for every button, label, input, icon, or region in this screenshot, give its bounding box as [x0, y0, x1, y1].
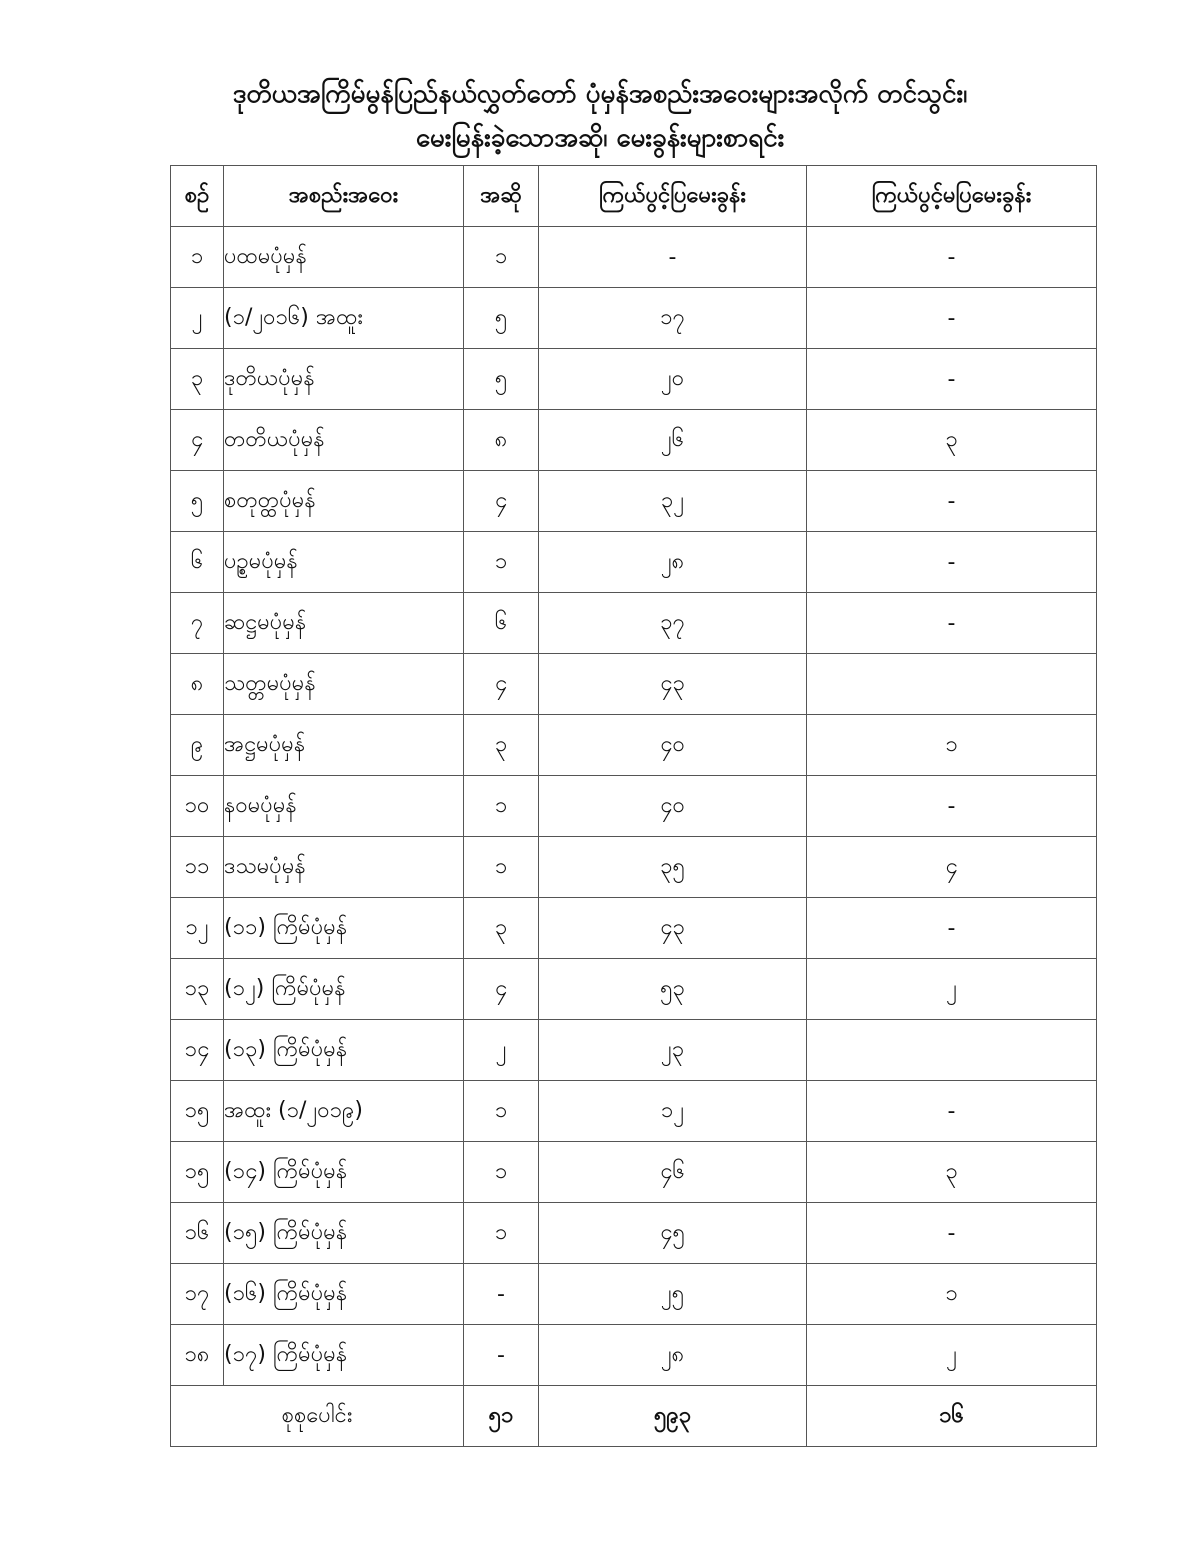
cell-answered: ၃၅	[539, 837, 807, 898]
cell-answered: ၂၀	[539, 349, 807, 410]
cell-unanswered: ၄	[807, 837, 1097, 898]
table-row	[171, 471, 1097, 532]
report-table	[170, 165, 1097, 1447]
cell-motions: ၄	[464, 471, 539, 532]
cell-unanswered: -	[807, 1081, 1097, 1142]
table-row	[171, 837, 1097, 898]
cell-no: ၁၅	[171, 1142, 224, 1203]
cell-unanswered	[807, 1020, 1097, 1081]
cell-no: ၇	[171, 593, 224, 654]
cell-motions: ၄	[464, 959, 539, 1020]
cell-session: နဝမပုံမှန်	[224, 776, 464, 837]
total-unanswered: ၁၆	[807, 1386, 1097, 1447]
cell-motions: ၁	[464, 1203, 539, 1264]
cell-session: (၁၃) ကြိမ်ပုံမှန်	[224, 1020, 464, 1081]
cell-unanswered: -	[807, 1203, 1097, 1264]
table-row	[171, 1142, 1097, 1203]
cell-session: ဒုတိယပုံမှန်	[224, 349, 464, 410]
cell-motions: ၃	[464, 715, 539, 776]
table-row	[171, 1203, 1097, 1264]
cell-motions: ၅	[464, 349, 539, 410]
cell-motions: ၁	[464, 776, 539, 837]
table-row	[171, 898, 1097, 959]
table-row	[171, 654, 1097, 715]
title-line-2: မေးမြန်းခဲ့သောအဆို၊ မေးခွန်းများစာရင်း	[415, 123, 785, 153]
cell-no: ၁၃	[171, 959, 224, 1020]
cell-motions: ၁	[464, 1081, 539, 1142]
cell-no: ၁၀	[171, 776, 224, 837]
cell-session: (၁၇) ကြိမ်ပုံမှန်	[224, 1325, 464, 1386]
cell-motions: ၈	[464, 410, 539, 471]
cell-answered: ၄၅	[539, 1203, 807, 1264]
table-row	[171, 288, 1097, 349]
cell-session: အထူး (၁/၂၀၁၉)	[224, 1081, 464, 1142]
cell-answered: ၂၆	[539, 410, 807, 471]
cell-motions: ၁	[464, 532, 539, 593]
cell-unanswered: -	[807, 776, 1097, 837]
cell-motions: -	[464, 1325, 539, 1386]
cell-unanswered: -	[807, 898, 1097, 959]
cell-motions: ၃	[464, 898, 539, 959]
table-row	[171, 959, 1097, 1020]
table-row	[171, 1020, 1097, 1081]
table-body	[171, 227, 1097, 1447]
cell-answered: ၄၀	[539, 715, 807, 776]
cell-no: ၄	[171, 410, 224, 471]
header-motions: အဆို	[464, 166, 539, 227]
cell-no: ၁၄	[171, 1020, 224, 1081]
cell-unanswered: -	[807, 532, 1097, 593]
cell-unanswered: ၂	[807, 1325, 1097, 1386]
cell-session: (၁၆) ကြိမ်ပုံမှန်	[224, 1264, 464, 1325]
cell-no: ၁၁	[171, 837, 224, 898]
cell-unanswered: -	[807, 471, 1097, 532]
cell-no: ၁၇	[171, 1264, 224, 1325]
table-row	[171, 1081, 1097, 1142]
cell-answered: ၄၆	[539, 1142, 807, 1203]
cell-answered: ၂၅	[539, 1264, 807, 1325]
cell-unanswered: ၁	[807, 1264, 1097, 1325]
cell-no: ၉	[171, 715, 224, 776]
cell-unanswered: -	[807, 288, 1097, 349]
table-row	[171, 776, 1097, 837]
cell-session: (၁၅) ကြိမ်ပုံမှန်	[224, 1203, 464, 1264]
cell-session: (၁/၂၀၁၆) အထူး	[224, 288, 464, 349]
cell-motions: ၁	[464, 1142, 539, 1203]
cell-unanswered: -	[807, 349, 1097, 410]
cell-session: စတုတ္ထပုံမှန်	[224, 471, 464, 532]
cell-answered: ၃၂	[539, 471, 807, 532]
header-session: အစည်းအဝေး	[224, 166, 464, 227]
table-row	[171, 227, 1097, 288]
cell-no: ၈	[171, 654, 224, 715]
cell-session: (၁၁) ကြိမ်ပုံမှန်	[224, 898, 464, 959]
cell-answered: ၅၃	[539, 959, 807, 1020]
total-answered: ၅၉၃	[539, 1386, 807, 1447]
cell-motions: ၅	[464, 288, 539, 349]
cell-unanswered: -	[807, 227, 1097, 288]
cell-unanswered: ၃	[807, 410, 1097, 471]
title-line-1: ဒုတိယအကြိမ်မွန်ပြည်နယ်လွှတ်တော် ပုံမှန်အစည်းအဝေးများအလိုက် တင်သွင်း၊	[232, 79, 968, 109]
cell-unanswered: ၃	[807, 1142, 1097, 1203]
table-row	[171, 1325, 1097, 1386]
header-row	[171, 166, 1097, 227]
total-motions: ၅၁	[464, 1386, 539, 1447]
header-unanswered-questions: ကြယ်ပွင့်မပြမေးခွန်း	[807, 166, 1097, 227]
cell-session: ပဉ္စမပုံမှန်	[224, 532, 464, 593]
cell-answered: ၂၈	[539, 1325, 807, 1386]
cell-session: ဒသမပုံမှန်	[224, 837, 464, 898]
page-title	[0, 72, 1200, 160]
cell-session: (၁၄) ကြိမ်ပုံမှန်	[224, 1142, 464, 1203]
table-row	[171, 593, 1097, 654]
cell-no: ၆	[171, 532, 224, 593]
cell-session: သတ္တမပုံမှန်	[224, 654, 464, 715]
cell-answered: ၂၈	[539, 532, 807, 593]
cell-no: ၁	[171, 227, 224, 288]
cell-motions: ၁	[464, 227, 539, 288]
cell-answered: ၄၀	[539, 776, 807, 837]
cell-session: ဆဋ္ဌမပုံမှန်	[224, 593, 464, 654]
cell-answered: ၃၇	[539, 593, 807, 654]
cell-answered: ၄၃	[539, 654, 807, 715]
cell-answered: ၁၇	[539, 288, 807, 349]
table-row	[171, 532, 1097, 593]
header-no: စဉ်	[171, 166, 224, 227]
cell-answered: -	[539, 227, 807, 288]
cell-motions: -	[464, 1264, 539, 1325]
cell-answered: ၂၃	[539, 1020, 807, 1081]
table-row	[171, 349, 1097, 410]
cell-no: ၂	[171, 288, 224, 349]
cell-unanswered	[807, 654, 1097, 715]
cell-answered: ၄၃	[539, 898, 807, 959]
cell-no: ၃	[171, 349, 224, 410]
cell-session: တတိယပုံမှန်	[224, 410, 464, 471]
cell-answered: ၁၂	[539, 1081, 807, 1142]
total-label: စုစုပေါင်း	[171, 1386, 464, 1447]
cell-no: ၁၂	[171, 898, 224, 959]
table-row	[171, 715, 1097, 776]
cell-unanswered: ၁	[807, 715, 1097, 776]
cell-no: ၁၈	[171, 1325, 224, 1386]
header-answered-questions: ကြယ်ပွင့်ပြမေးခွန်း	[539, 166, 807, 227]
cell-session: ပထမပုံမှန်	[224, 227, 464, 288]
cell-motions: ၂	[464, 1020, 539, 1081]
cell-no: ၁၆	[171, 1203, 224, 1264]
cell-session: အဋ္ဌမပုံမှန်	[224, 715, 464, 776]
cell-no: ၅	[171, 471, 224, 532]
table-row	[171, 1264, 1097, 1325]
cell-session: (၁၂) ကြိမ်ပုံမှန်	[224, 959, 464, 1020]
cell-motions: ၄	[464, 654, 539, 715]
cell-no: ၁၅	[171, 1081, 224, 1142]
cell-motions: ၁	[464, 837, 539, 898]
cell-unanswered: ၂	[807, 959, 1097, 1020]
total-row	[171, 1386, 1097, 1447]
cell-unanswered: -	[807, 593, 1097, 654]
cell-motions: ၆	[464, 593, 539, 654]
table-row	[171, 410, 1097, 471]
